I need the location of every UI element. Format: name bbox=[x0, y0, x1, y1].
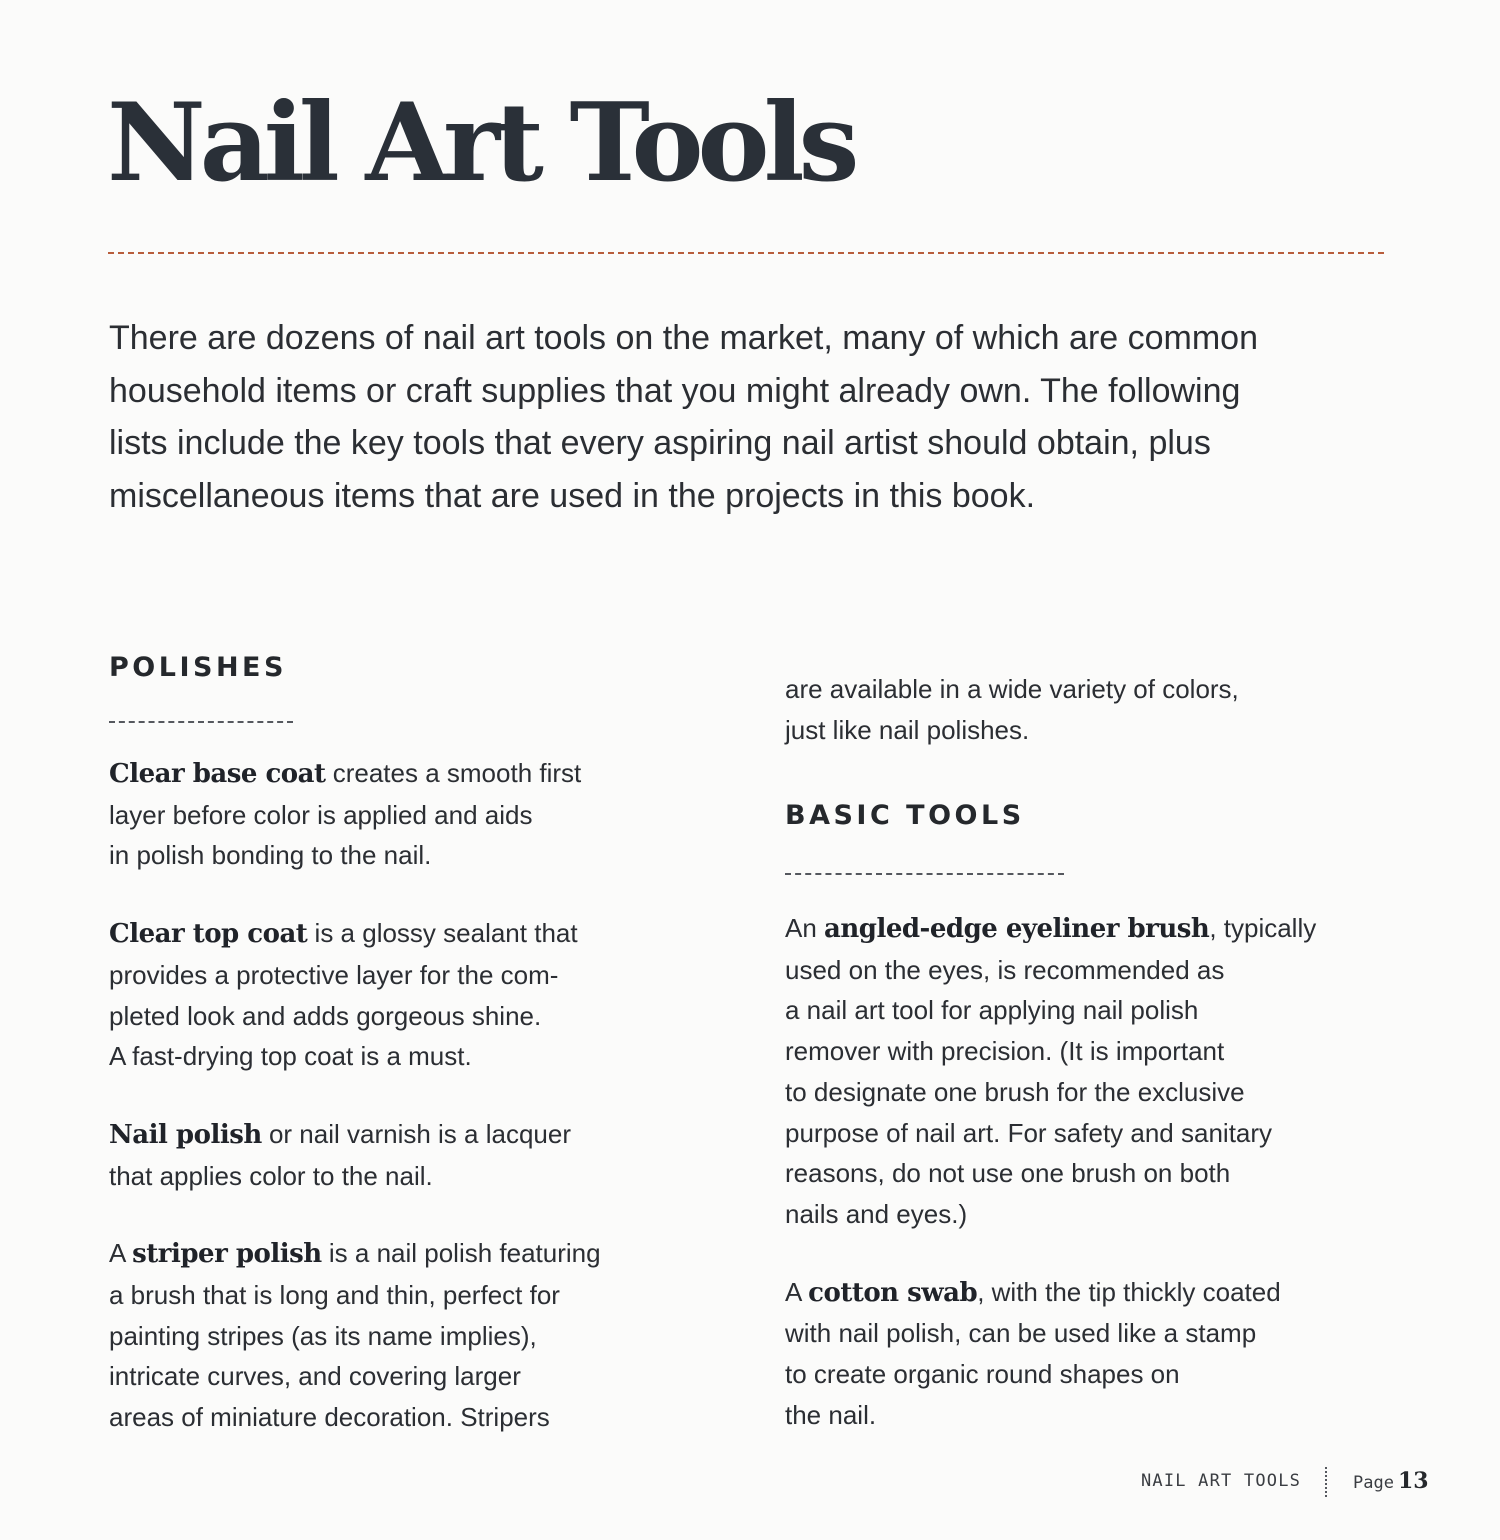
page-title: Nail Art Tools bbox=[107, 80, 854, 206]
entry-text: remover with precision. (It is important bbox=[785, 1036, 1225, 1067]
polishes-column bbox=[109, 753, 709, 1438]
entry-text: that applies color to the nail. bbox=[109, 1160, 433, 1191]
entry-text: creates a smooth first bbox=[325, 758, 582, 788]
entry-striper-polish bbox=[109, 1233, 709, 1438]
entry-text: is a glossy sealant that bbox=[307, 918, 578, 949]
intro-paragraph bbox=[109, 312, 1409, 522]
page-number bbox=[1353, 1466, 1429, 1496]
entry-prefix: A bbox=[785, 1276, 809, 1307]
page-number-value: 13 bbox=[1397, 1468, 1429, 1494]
entry-text: with nail polish, can be used like a stamp bbox=[785, 1318, 1257, 1349]
entry-text: just like nail polishes. bbox=[785, 714, 1030, 745]
entry-text: painting stripes (as its name implies), bbox=[109, 1320, 537, 1351]
entry-text: to create organic round shapes on bbox=[785, 1359, 1180, 1390]
entry-text: nails and eyes.) bbox=[785, 1198, 968, 1229]
term: cotton swab bbox=[808, 1277, 978, 1308]
entry-nail-polish bbox=[109, 1114, 709, 1196]
basic-tools-column bbox=[785, 908, 1405, 1435]
entry-text: , typically bbox=[1209, 913, 1317, 943]
intro-line: miscellaneous items that are used in the projects in this book. bbox=[109, 476, 1036, 515]
entry-clear-base-coat bbox=[109, 753, 709, 876]
entry-text: a nail art tool for applying nail polish bbox=[785, 995, 1199, 1026]
title-divider bbox=[108, 252, 1384, 254]
term: striper polish bbox=[132, 1239, 322, 1270]
entry-text: layer before color is applied and aids bbox=[109, 799, 533, 830]
term: angled-edge eyeliner brush bbox=[824, 914, 1210, 944]
intro-line: lists include the key tools that every aspiring nail artist should obtain, plus bbox=[109, 424, 1211, 462]
entry-text: purpose of nail art. For safety and sanitary bbox=[785, 1117, 1273, 1148]
entry-text: to designate one brush for the exclusive bbox=[785, 1076, 1245, 1107]
entry-text: in polish bonding to the nail. bbox=[109, 840, 432, 871]
entry-text: pleted look and adds gorgeous shine. bbox=[109, 1000, 542, 1031]
entry-clear-top-coat bbox=[109, 913, 709, 1077]
entry-text: a brush that is long and thin, perfect for bbox=[109, 1280, 560, 1311]
entry-text: areas of miniature decoration. Stripers bbox=[109, 1402, 550, 1433]
entry-striper-polish-continued bbox=[785, 669, 1405, 750]
term: Clear top coat bbox=[109, 919, 308, 950]
basic-tools-divider bbox=[785, 873, 1064, 875]
entry-text: provides a protective layer for the com- bbox=[109, 959, 559, 990]
entry-text: , with the tip thickly coated bbox=[977, 1276, 1281, 1307]
entry-text: intricate curves, and covering larger bbox=[109, 1361, 521, 1392]
intro-line: household items or craft supplies that you might already own. The following bbox=[109, 371, 1241, 410]
page-label: Page bbox=[1353, 1473, 1394, 1493]
polishes-heading: POLISHES bbox=[109, 652, 287, 683]
footer-divider bbox=[1325, 1467, 1327, 1497]
entry-prefix: An bbox=[785, 913, 825, 943]
term: Nail polish bbox=[109, 1119, 262, 1150]
entry-cotton-swab bbox=[785, 1272, 1405, 1436]
entry-eyeliner-brush bbox=[785, 908, 1405, 1235]
entry-text: or nail varnish is a lacquer bbox=[261, 1118, 571, 1149]
entry-text: A fast-drying top coat is a must. bbox=[109, 1041, 472, 1072]
basic-tools-heading: BASIC TOOLS bbox=[785, 800, 1025, 831]
polishes-continued bbox=[785, 669, 1405, 750]
entry-prefix: A bbox=[109, 1238, 133, 1269]
term: Clear base coat bbox=[109, 759, 326, 789]
intro-line: There are dozens of nail art tools on the market, many of which are common bbox=[109, 319, 1258, 357]
entry-text: are available in a wide variety of colors, bbox=[785, 674, 1239, 704]
polishes-divider bbox=[109, 721, 293, 723]
entry-text: is a nail polish featuring bbox=[321, 1238, 601, 1269]
entry-text: reasons, do not use one brush on both bbox=[785, 1158, 1231, 1189]
running-footer-section: NAIL ART TOOLS bbox=[1141, 1471, 1302, 1491]
entry-text: used on the eyes, is recommended as bbox=[785, 954, 1225, 985]
entry-text: the nail. bbox=[785, 1399, 877, 1430]
